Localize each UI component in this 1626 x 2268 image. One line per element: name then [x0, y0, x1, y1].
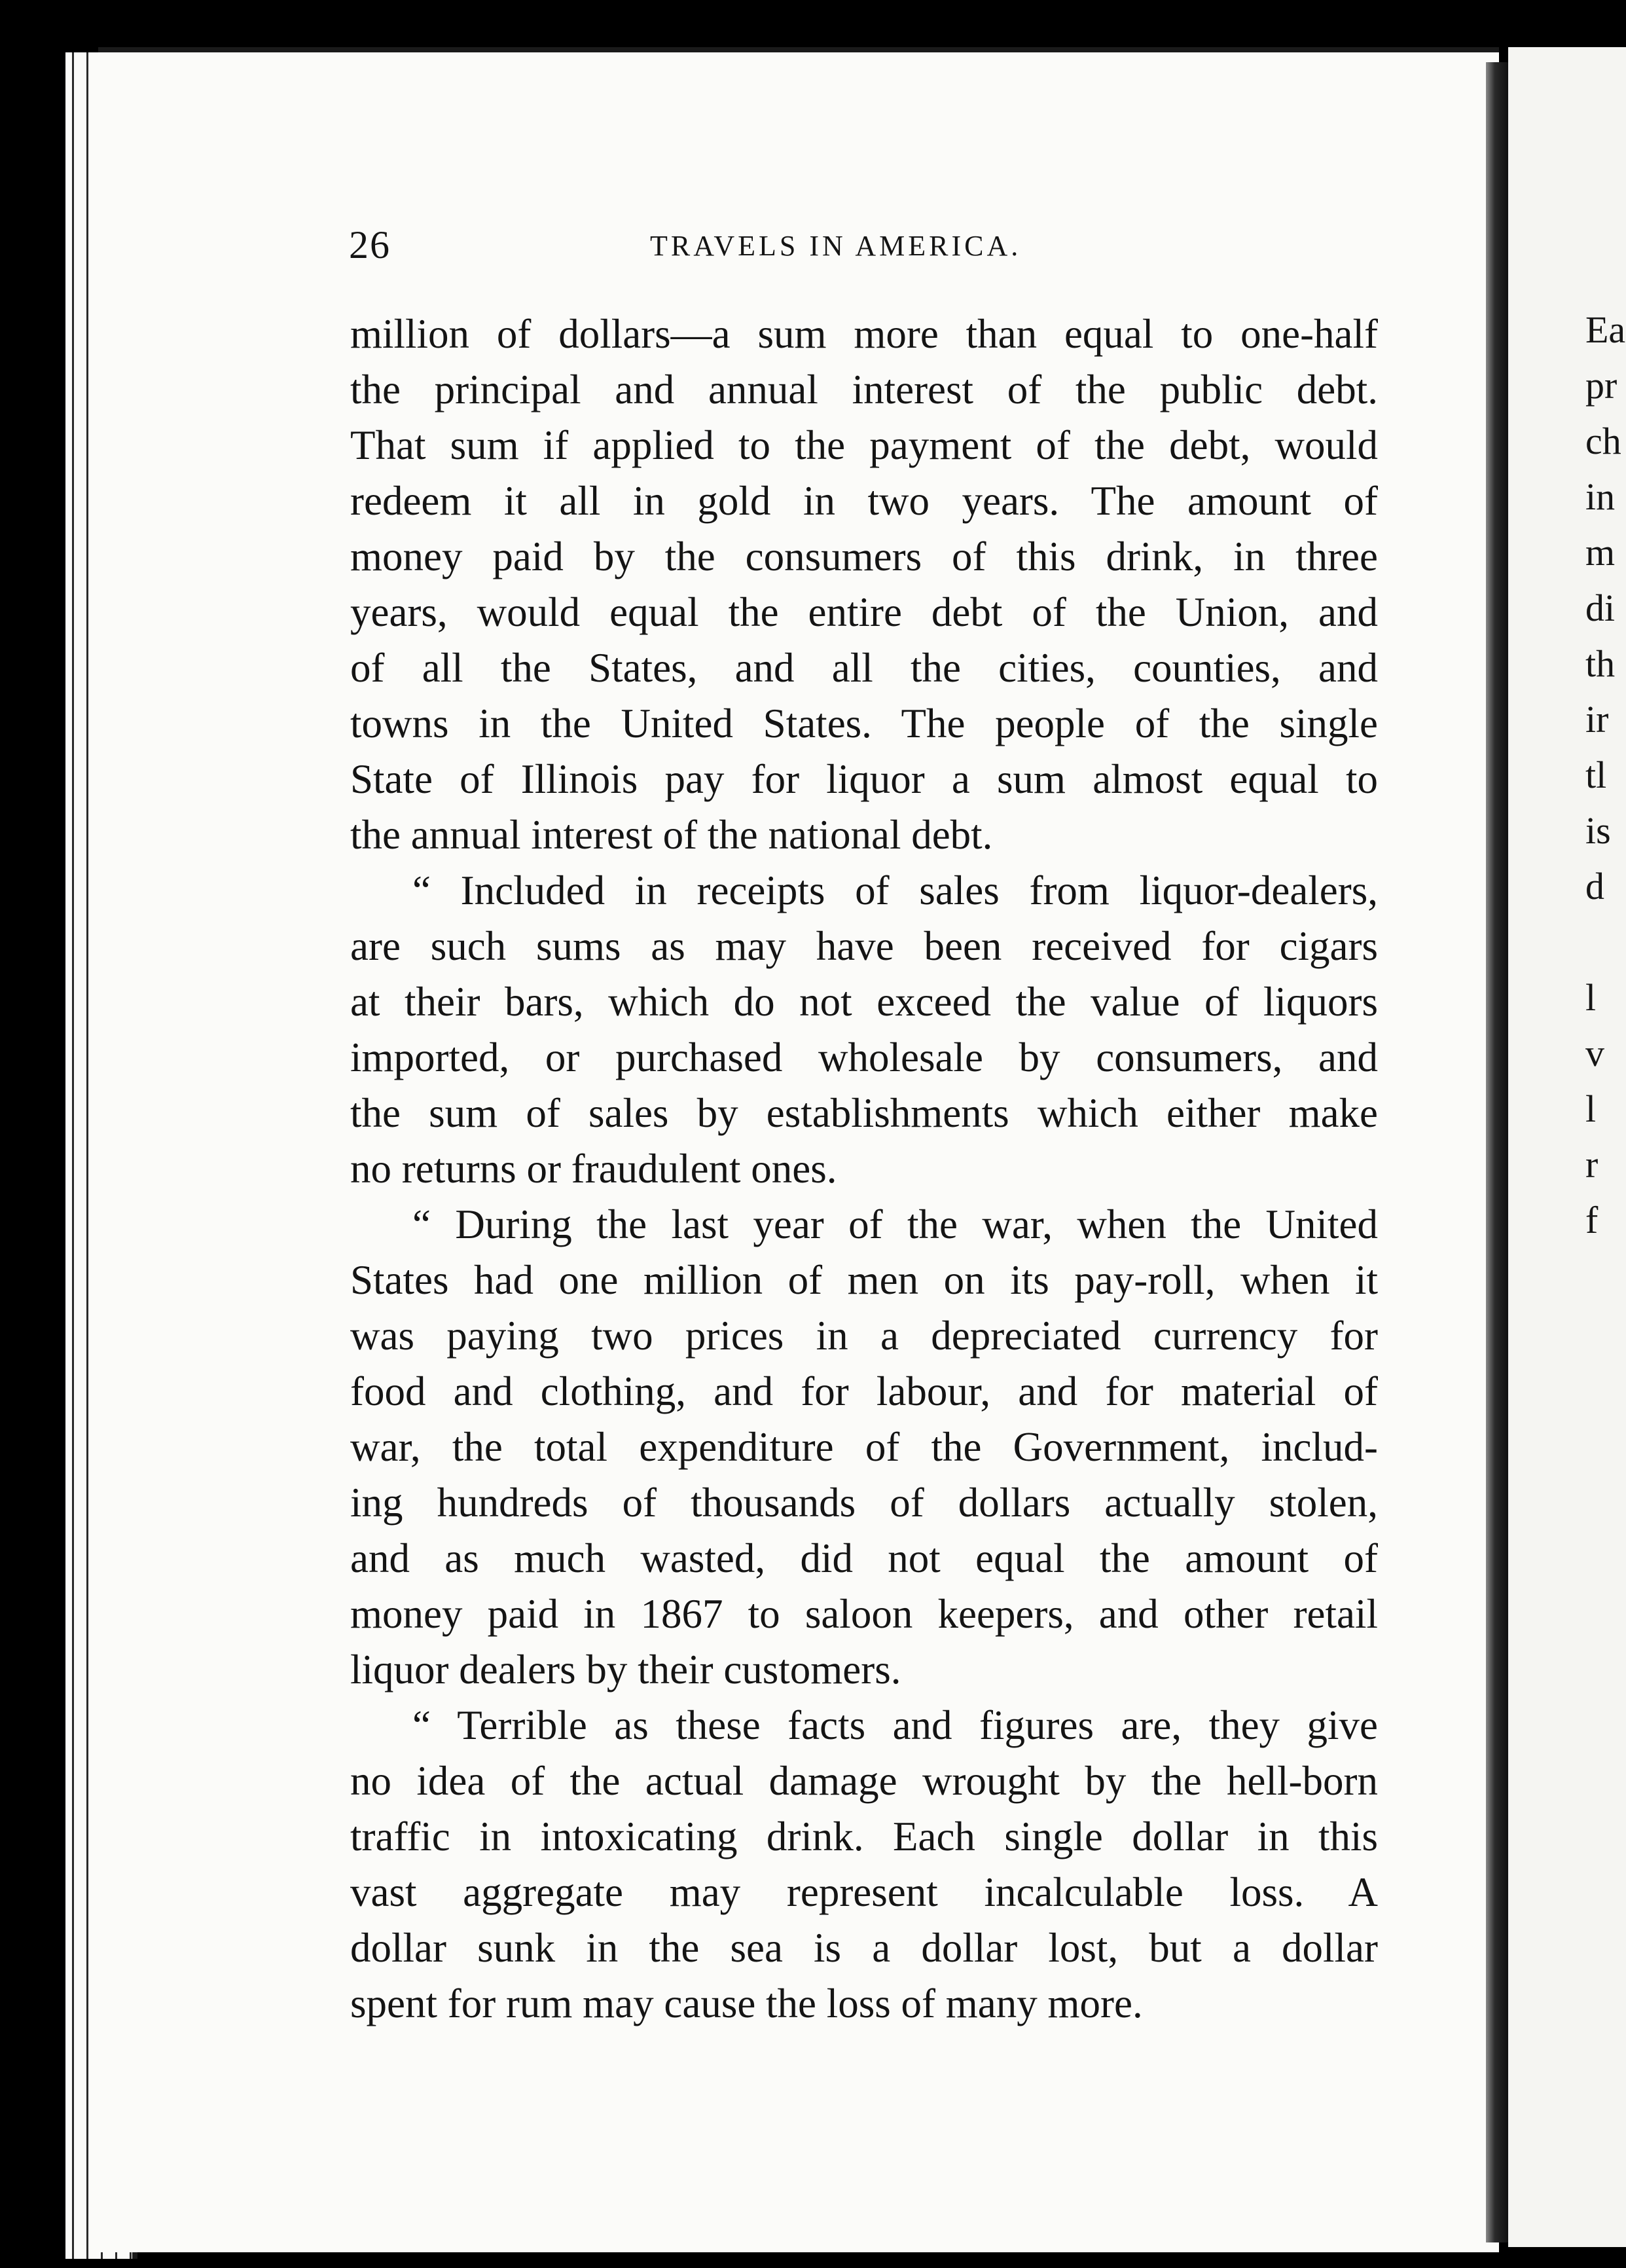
text-line: food and clothing, and for labour, and for material of [350, 1368, 1378, 1414]
text-line: imported, or purchased wholesale by consumers, and [350, 1034, 1378, 1080]
facing-page-fragment: in [1585, 475, 1616, 518]
text-line: vast aggregate may represent incalculable loss. A [350, 1869, 1378, 1915]
text-line: traffic in intoxicating drink. Each single dollar in this [350, 1814, 1378, 1859]
text-line: no idea of the actual damage wrought by the hell-born [350, 1758, 1378, 1804]
text-line: liquor dealers by their customers. [350, 1647, 901, 1692]
text-line: years, would equal the entire debt of the Union, and [350, 589, 1378, 635]
text-line: towns in the United States. The people of the single [350, 701, 1378, 746]
facing-page-fragment: m [1585, 531, 1616, 574]
text-line: State of Illinois pay for liquor a sum almost equal to [350, 756, 1378, 802]
text-line: at their bars, which do not exceed the value of liquors [350, 979, 1378, 1025]
text-line: the sum of sales by establishments which either make [350, 1090, 1378, 1136]
facing-page-fragment: l [1585, 976, 1597, 1019]
facing-page [1508, 47, 1626, 2247]
text-line: the annual interest of the national debt. [350, 812, 993, 858]
body-text [350, 306, 1378, 2032]
text-line: war, the total expenditure of the Government, includ- [350, 1424, 1378, 1470]
text-line: That sum if applied to the payment of the debt, would [350, 422, 1378, 468]
page-header [349, 223, 1370, 275]
text-line: money paid in 1867 to saloon keepers, and other retail [350, 1591, 1378, 1637]
facing-page-fragment: l [1585, 1088, 1597, 1130]
facing-page-fragment: is [1585, 809, 1611, 852]
text-line: spent for rum may cause the loss of many more. [350, 1981, 1143, 2026]
text-line: and as much wasted, did not equal the amount of [350, 1535, 1378, 1581]
text-line: money paid by the consumers of this drink, in three [350, 534, 1378, 579]
facing-page-fragment: Ea [1585, 308, 1626, 351]
facing-page-fragment: f [1585, 1199, 1599, 1241]
facing-page-fragment: v [1585, 1032, 1604, 1074]
text-line: was paying two prices in a depreciated currency for [350, 1313, 1378, 1359]
text-line: million of dollars—a sum more than equal to one-half [350, 311, 1378, 357]
text-line: dollar sunk in the sea is a dollar lost, but a dollar [350, 1925, 1378, 1971]
page-number: 26 [349, 223, 391, 266]
text-line: “ Included in receipts of sales from liquor-dealers, [412, 868, 1378, 913]
facing-page-fragment: d [1585, 865, 1604, 907]
text-line: “ During the last year of the war, when the United [412, 1201, 1378, 1247]
facing-page-fragment: ch [1585, 420, 1621, 462]
text-line: States had one million of men on its pay-roll, when it [350, 1257, 1378, 1303]
text-line: the principal and annual interest of the public debt. [350, 367, 1378, 412]
facing-page-fragment: r [1585, 1143, 1599, 1186]
text-line: of all the States, and all the cities, counties, and [350, 645, 1378, 691]
running-head: TRAVELS IN AMERICA. [650, 230, 1022, 262]
text-line: no returns or fraudulent ones. [350, 1146, 837, 1192]
text-line: redeem it all in gold in two years. The amount of [350, 478, 1378, 524]
facing-page-fragment: th [1585, 642, 1616, 685]
facing-page-fragment: pr [1585, 364, 1617, 407]
text-line: “ Terrible as these facts and figures are, they give [412, 1702, 1378, 1748]
book-gutter [1486, 62, 1508, 2242]
facing-page-fragment: di [1585, 587, 1616, 629]
text-line: ing hundreds of thousands of dollars actually stolen, [350, 1480, 1378, 1526]
text-line: are such sums as may have been received for cigars [350, 923, 1378, 969]
facing-page-fragment: tl [1585, 754, 1607, 796]
facing-page-fragment: ir [1585, 698, 1609, 741]
